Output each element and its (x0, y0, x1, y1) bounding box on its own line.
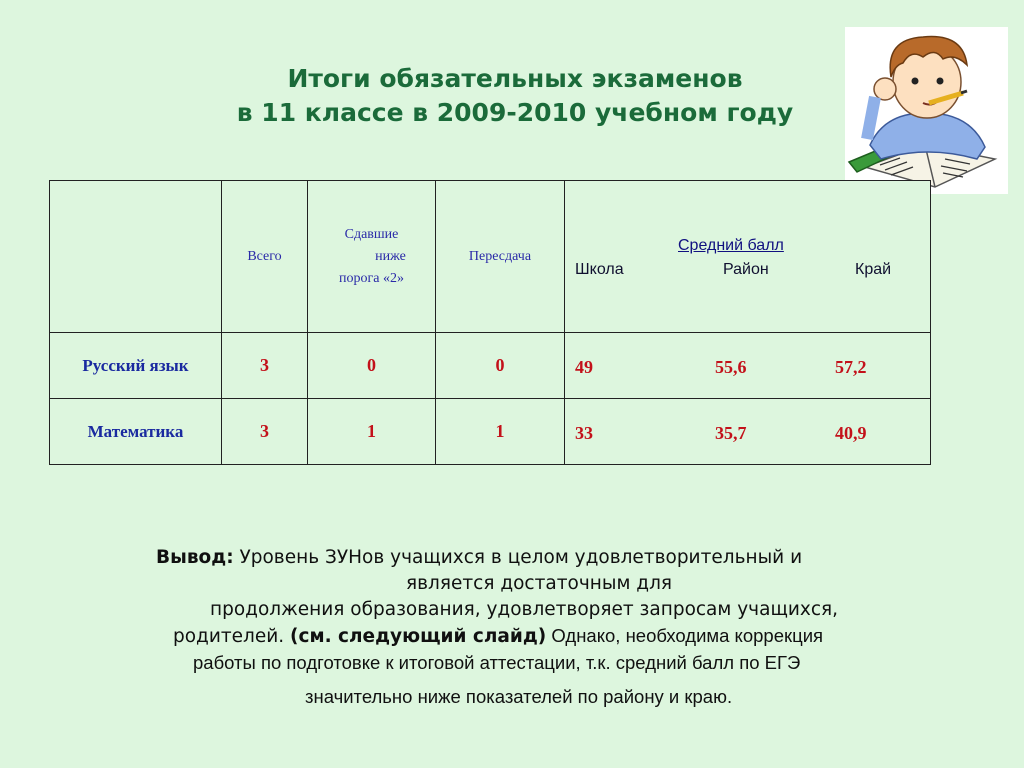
conclusion-line-4-start: родителей. (173, 626, 291, 647)
conclusion-see-next-slide: (см. следующий слайд) (290, 626, 547, 647)
subject-cell: Русский язык (50, 333, 222, 399)
conclusion-line-4-end: Однако, необходима коррекция (546, 625, 824, 646)
conclusion-line-2: является достаточным для (406, 573, 673, 594)
exam-results-table (49, 180, 931, 465)
header-passed-below-line-2: ниже (375, 248, 406, 264)
table-row (50, 333, 931, 399)
subject-cell: Математика (50, 399, 222, 465)
retake-cell: 0 (436, 333, 565, 399)
title-line-1: Итоги обязательных экзаменов (287, 64, 743, 93)
region-score: 57,2 (835, 357, 867, 377)
retake-cell: 1 (436, 399, 565, 465)
total-cell: 3 (222, 399, 308, 465)
average-score-title: Средний балл (678, 237, 784, 254)
district-score: 55,6 (715, 357, 747, 377)
conclusion-line-3: продолжения образования, удовлетворяет запросам учащихся, (210, 599, 839, 620)
conclusion-label: Вывод: (156, 547, 234, 568)
conclusion-text (150, 545, 970, 707)
table-header-row (50, 181, 931, 333)
region-score: 40,9 (835, 423, 867, 443)
conclusion-line-5: работы по подготовке к итоговой аттестации, т.к. средний балл по ЕГЭ (193, 652, 801, 673)
header-empty-cell (50, 181, 222, 333)
conclusion-line-6: значительно ниже показателей по району и краю. (305, 686, 733, 707)
header-passed-below (308, 181, 436, 333)
below-threshold-cell: 1 (308, 399, 436, 465)
header-passed-below-line-1: Сдавшие (344, 226, 399, 242)
header-retake: Пересдача (436, 181, 565, 333)
average-values-cell (565, 399, 931, 465)
header-passed-below-line-3: порога «2» (339, 270, 404, 286)
boy-reading-book-icon (845, 27, 1008, 194)
school-score: 49 (575, 357, 593, 377)
conclusion-line-1: Уровень ЗУНов учащихся в целом удовлетворительный и (233, 547, 803, 568)
school-score: 33 (575, 423, 593, 443)
average-region-label: Край (855, 261, 892, 278)
district-score: 35,7 (715, 423, 747, 443)
header-average-score (565, 181, 931, 333)
total-cell: 3 (222, 333, 308, 399)
below-threshold-cell: 0 (308, 333, 436, 399)
average-school-label: Школа (575, 261, 624, 278)
title-line-2: в 11 классе в 2009-2010 учебном году (236, 98, 794, 127)
page-title (150, 62, 880, 130)
average-values-cell (565, 333, 931, 399)
average-district-label: Район (723, 261, 769, 278)
table-row (50, 399, 931, 465)
header-total: Всего (222, 181, 308, 333)
